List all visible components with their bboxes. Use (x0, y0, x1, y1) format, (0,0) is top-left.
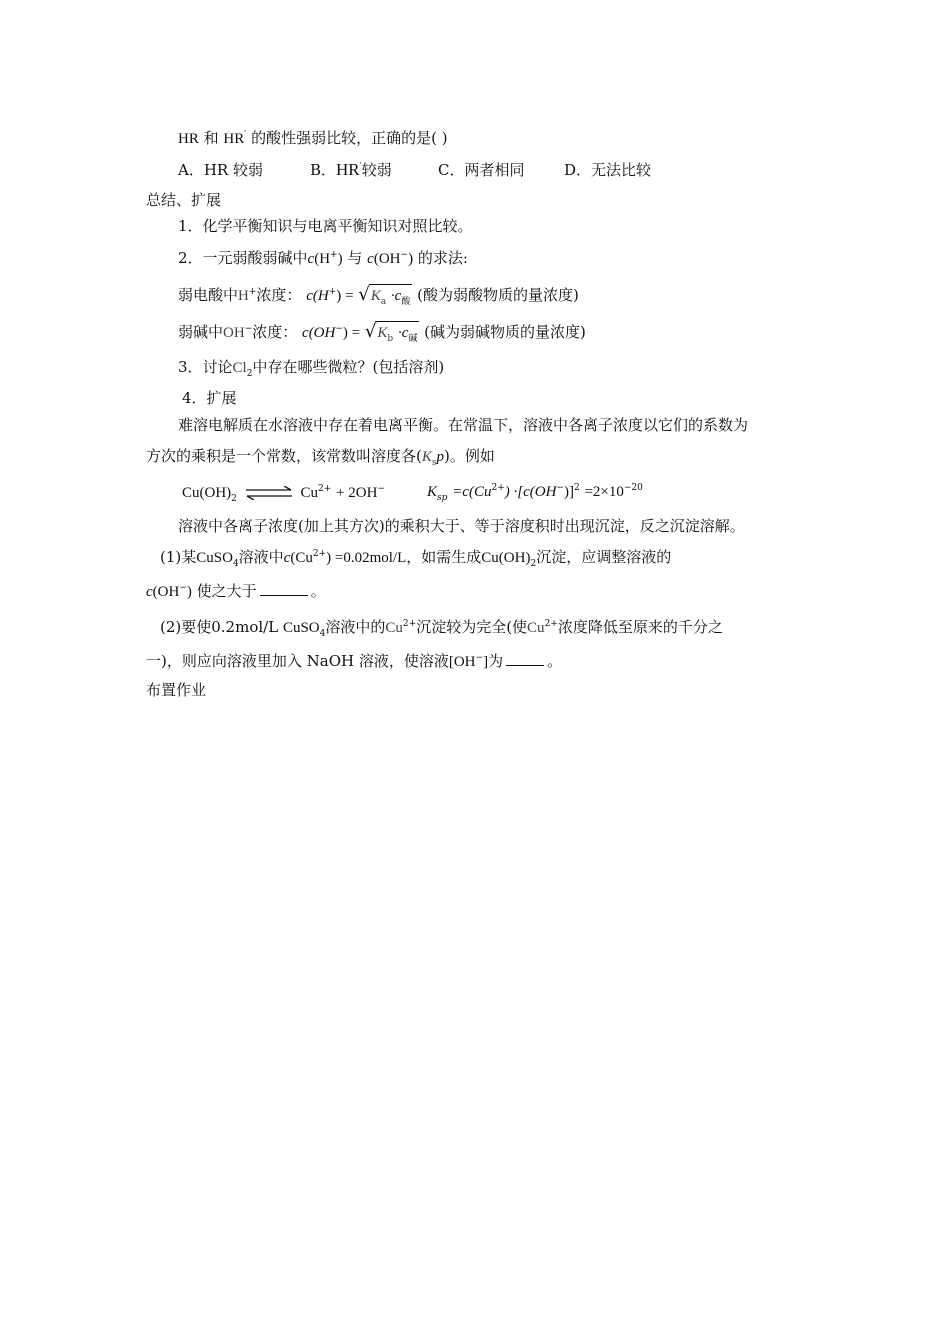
q2-l2-period: 。 (547, 652, 563, 670)
para1-suffix: )。例如 (444, 447, 495, 465)
base-oh-charge: − (244, 324, 253, 334)
q2-prefix: (2)要使0.2mol/L (160, 618, 279, 636)
acid-formula-line (178, 284, 579, 306)
q1-concentration: ) =0.02mol/L (326, 550, 407, 566)
ksp-exponent: −20 (623, 483, 643, 493)
base-sqrt-body (375, 321, 419, 343)
q1-cuso4-sub: 4 (232, 559, 239, 569)
acid-h-charge: + (248, 287, 257, 297)
item2-c-oh: c (367, 251, 374, 267)
q2-l2-oh: [OH (448, 654, 476, 670)
base-label: 浓度： (252, 323, 298, 341)
item2-oh-close: ) (408, 251, 414, 267)
q2-cuso4: CuSO (282, 620, 320, 636)
base-formula-charge: − (335, 324, 343, 334)
eq-oh: + 2OH (336, 485, 378, 501)
item2-suffix: 的求法: (417, 249, 468, 267)
ksp-close: )] (563, 484, 574, 500)
acid-h: H (238, 288, 249, 304)
item3-cl: Cl (232, 360, 247, 376)
option-b-prime: ′ (359, 162, 362, 172)
base-formula-eq: ) = (342, 325, 361, 341)
option-b (310, 160, 392, 180)
answer-blank-2[interactable] (506, 665, 544, 666)
option-d: D．无法比较 (564, 161, 652, 179)
summary-item-2 (178, 248, 468, 269)
base-note: (碱为弱碱物质的量浓度) (424, 323, 586, 341)
acid-note: (酸为弱酸物质的量浓度) (417, 286, 579, 304)
para1-k-sub: s (431, 458, 437, 468)
base-prefix: 弱碱中 (178, 323, 224, 341)
q1-l2-oh-charge: − (179, 583, 187, 593)
option-b-letter: B． (310, 161, 337, 179)
eq-oh-charge: − (377, 484, 385, 494)
q2-l2-close: ] (483, 654, 489, 670)
base-k: K (377, 325, 388, 341)
sqrt-icon: √ (358, 284, 370, 305)
ksp-oh-term: ) ·[c(OH (504, 484, 557, 500)
subquestion-1-line-1 (160, 547, 671, 568)
q2-l2-text: 一)，则应向溶液里加入 NaOH 溶液，使溶液 (146, 652, 449, 670)
eq-reactant: Cu(OH) (182, 485, 232, 501)
item2-oh: (OH (373, 251, 401, 267)
q1-l2-oh: (OH (152, 584, 180, 600)
q1-text: ，如需生成 (406, 548, 482, 566)
ksp-paragraph-line-1: 难溶电解质在水溶液中存在着电离平衡。在常温下，溶液中各离子浓度以它们的系数为 (178, 416, 749, 434)
summary-item-4: 4．扩展 (182, 389, 237, 407)
option-c: C．两者相同 (438, 161, 525, 179)
eq-cu: Cu (300, 485, 318, 501)
acid-k-sub: a (380, 297, 387, 307)
q1-cuoh2: Cu(OH) (481, 550, 531, 566)
item3-suffix: 中存在哪些微粒？(包括溶剂) (252, 358, 445, 376)
q2-text-end: 浓度降低至原来的千分之 (557, 618, 723, 636)
q1-cuoh2-sub: 2 (530, 559, 537, 569)
q1-mid: 溶液中 (238, 548, 284, 566)
option-a: A．HR 较弱 (178, 161, 263, 179)
item2-prefix: 2．一元弱酸弱碱中 (178, 249, 308, 267)
para1-k: K (421, 449, 432, 465)
base-c: ·c (397, 325, 409, 341)
answer-blank-1[interactable] (260, 595, 308, 596)
q1-l2-period: 。 (310, 582, 326, 600)
ksp-square: 2 (573, 483, 580, 493)
base-oh: OH (223, 325, 245, 341)
eq-reactant-sub: 2 (231, 494, 237, 504)
q1-c: c (283, 550, 291, 566)
acid-formula-left: c(H (306, 288, 329, 304)
equilibrium-arrow-icon (244, 486, 294, 500)
question-stem (178, 128, 448, 149)
q2-l2-suffix: 为 (488, 652, 504, 670)
acid-k: K (370, 288, 381, 304)
q1-cu-charge: 2+ (312, 549, 327, 559)
stem-and: 和 (203, 129, 219, 147)
eq-cu-charge: 2+ (317, 484, 332, 494)
ksp-paragraph-line-2 (146, 446, 495, 467)
summary-item-3 (178, 357, 444, 378)
ksp-expression (427, 481, 643, 502)
option-b-hr: HR (336, 160, 360, 179)
item3-cl-sub: 2 (246, 369, 253, 379)
item2-h-charge: + (330, 250, 338, 260)
summary-heading: 总结、扩展 (146, 191, 222, 209)
item2-oh-charge: − (400, 250, 409, 260)
q1-cuso4: CuSO (196, 550, 233, 566)
item2-h-close: ) (337, 251, 343, 267)
acid-label: 浓度： (256, 286, 302, 304)
q2-mid: 溶液中的 (325, 618, 386, 636)
q1-l2-close: ) (186, 584, 192, 600)
summary-item-1: 1．化学平衡知识与电离平衡知识对照比较。 (178, 217, 473, 235)
sqrt-icon: √ (364, 321, 377, 342)
q2-cuso4-sub: 4 (319, 629, 326, 639)
ksp-sub: sp (437, 493, 448, 503)
acid-formula-charge: + (328, 287, 337, 297)
base-k-sub: b (387, 334, 394, 344)
ksp-k: K (427, 484, 438, 500)
item2-and: 与 (347, 249, 363, 267)
option-b-text: 较弱 (361, 161, 392, 179)
q1-prefix: (1)某 (160, 548, 197, 566)
subquestion-2-line-2 (146, 651, 562, 672)
para1-p: p (436, 449, 444, 465)
q2-mid2: 沉淀较为完全(使 (416, 618, 528, 636)
item2-h: (H (314, 251, 331, 267)
q2-cu2: Cu (527, 620, 545, 636)
q1-cu: (Cu (290, 550, 313, 566)
q2-cu: Cu (385, 620, 403, 636)
homework-heading: 布置作业 (146, 681, 207, 699)
q2-cu2-charge: 2+ (544, 619, 558, 629)
acid-sqrt-body (369, 284, 413, 306)
base-c-sub: 碱 (408, 334, 418, 344)
q2-cu-charge: 2+ (402, 619, 417, 629)
hr-symbol: HR (178, 131, 199, 147)
stem-text: 的酸性强弱比较，正确的是( ) (251, 129, 448, 147)
hr-prime-symbol: HR (223, 131, 245, 147)
ksp-value: =2×10 (584, 484, 624, 500)
acid-formula-eq: ) = (336, 288, 354, 304)
item2-c-h: c (307, 251, 315, 267)
precipitation-rule: 溶液中各离子浓度(加上其方次)的乘积大于、等于溶度积时出现沉淀，反之沉淀溶解。 (178, 517, 745, 535)
ksp-cu-charge: 2+ (491, 483, 505, 493)
equilibrium-equation (182, 482, 385, 503)
base-formula-line (178, 321, 586, 343)
ksp-oh-charge: − (556, 483, 564, 493)
para1-prefix: 方次的乘积是一个常数，该常数叫溶度各( (146, 447, 422, 465)
subquestion-1-line-2 (146, 581, 326, 602)
item3-prefix: 3．讨论 (178, 358, 233, 376)
q2-l2-oh-charge: − (475, 653, 484, 663)
acid-c: ·c (390, 288, 402, 304)
ksp-cu-term: =c(Cu (452, 484, 492, 500)
q1-text-end: 沉淀，应调整溶液的 (536, 548, 672, 566)
q1-l2-c: c (146, 584, 153, 600)
q1-l2-text: 使之大于 (196, 582, 257, 600)
base-formula-left: c(OH (302, 325, 336, 341)
prime-mark: ′ (244, 130, 247, 140)
acid-prefix: 弱电酸中 (178, 286, 239, 304)
acid-c-sub: 酸 (401, 297, 411, 307)
subquestion-2-line-1 (160, 617, 723, 638)
